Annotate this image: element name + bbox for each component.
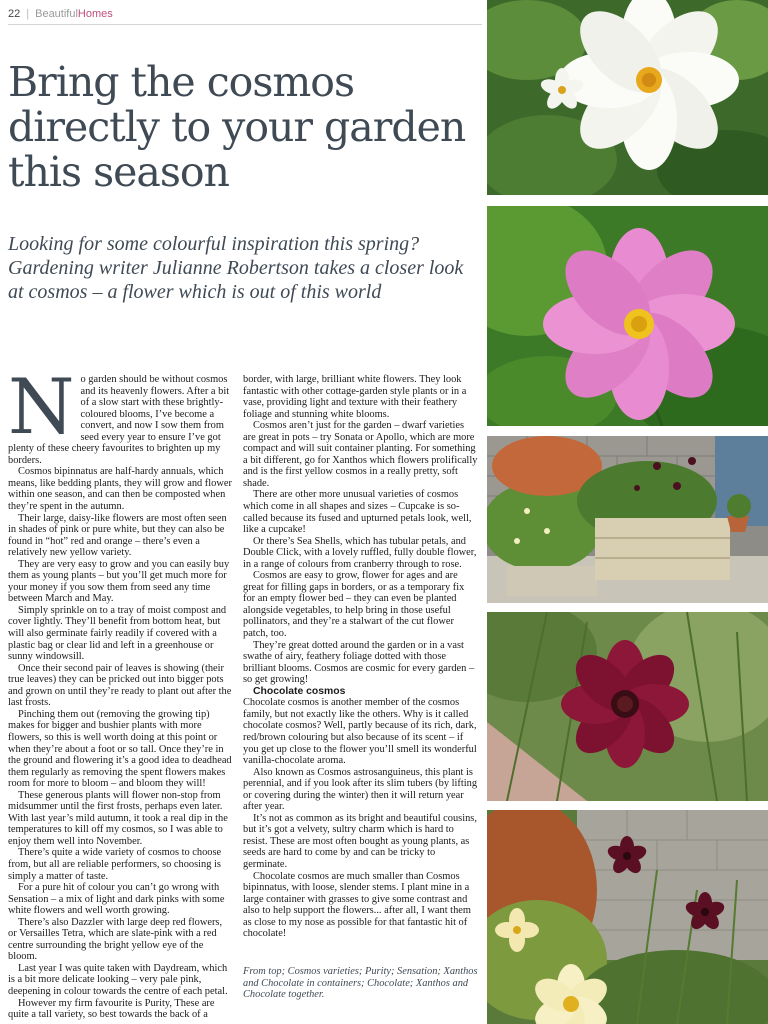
article-column-1 bbox=[8, 362, 233, 1021]
article-column-2 bbox=[243, 374, 479, 940]
paragraph: There’s quite a wide variety of cosmos to choose from, but all are reliable performers, so choosing is simply a matter of taste. bbox=[8, 847, 222, 882]
subheading-chocolate-cosmos: Chocolate cosmos bbox=[253, 685, 346, 697]
paragraph: There are other more unusual varieties of cosmos which come in all shapes and sizes – Cupcake is so-called because its fused and upturned petals look, well, like a cupcake! bbox=[243, 489, 472, 536]
photo-container-planting bbox=[487, 436, 768, 603]
paragraph: Once their second pair of leaves is showing (their true leaves) they can be pricked out into bigger pots and grown on until they’re ready to plant out after the last frosts. bbox=[8, 662, 232, 709]
paragraph: Cosmos aren’t just for the garden – dwarf varieties are great in pots – try Sonata or Apollo, which are more compact and will suit container planting. For something a bit different, go for Xanthos which flowers prolifically and is the first yellow cosmos in a really pretty, soft shade. bbox=[243, 420, 478, 489]
white-flower-icon bbox=[487, 0, 768, 195]
photo-chocolate-cosmos bbox=[487, 612, 768, 801]
paragraph: Chocolate cosmos is another member of the cosmos family, but not exactly like the others. Why is it called chocolate cosmos? Well, partly because of its rich, dark, red/brown colouring but also because of its scent – if you get up close to the flower you’ll smell its wonderful vanilla-chocolate aroma. bbox=[243, 697, 477, 767]
standfirst: Looking for some colourful inspiration this spring? Gardening writer Julianne Robertson takes a closer look at cosmos – a flower which is out of this world bbox=[8, 233, 464, 303]
page-folio bbox=[8, 8, 113, 20]
photo-xanthos-and-chocolate bbox=[487, 810, 768, 1024]
paragraph: These generous plants will flower non-stop from midsummer until the first frosts, perhaps even later. With last year’s mild autumn, it took a real dip in the temperatures to kill off my cosmos, so I was able to enjoy them well into November. bbox=[8, 789, 228, 847]
mixed-flowers-icon bbox=[487, 810, 768, 1024]
paragraph: They’re great dotted around the garden or in a vast swathe of airy, feathery foliage dotted with those brilliant blooms. Cosmos are cosmic for every garden – so get growing! bbox=[243, 639, 475, 686]
photo-caption: From top; Cosmos varieties; Purity; Sensation; Xanthos and Chocolate in containers; Chocolate; Xanthos and Chocolate together. bbox=[243, 966, 478, 1000]
paragraph: Or there’s Sea Shells, which has tubular petals, and Double Click, with a lovely ruffled, fully double flower, in a range of colours from cranberry through to rose. bbox=[243, 535, 477, 570]
brand-name-part1: Beautiful bbox=[35, 8, 78, 20]
paragraph bbox=[8, 362, 233, 466]
drop-cap: N bbox=[8, 362, 75, 451]
paragraph: Pinching them out (removing the growing tip) makes for bigger and bushier plants with more flowers, so this is well worth doing at this point or when they’re about a foot or so tall. Once they’re in the ground and flowering it’s a good idea to deadhead them regularly as removing the spent flowers makes room for more to bloom – and bloom they will! bbox=[8, 708, 232, 790]
paragraph: Cosmos are easy to grow, flower for ages and are great for filling gaps in borders, or as a temporary fix for an empty flower bed – they can even be planted alongside vegetables, to help bring in those useful pollinators, and they’re a stalwart of the cut flower patch, too. bbox=[243, 570, 465, 640]
dark-red-flower-icon bbox=[487, 612, 768, 801]
paragraph: For a pure hit of colour you can’t go wrong with Sensation – a mix of light and dark pinks with some white flowers and well worth growing. bbox=[8, 882, 225, 917]
headline: Bring the cosmos directly to your garden this season bbox=[8, 58, 466, 196]
photo-white-cosmos bbox=[487, 0, 768, 195]
planter-box-icon bbox=[487, 436, 768, 603]
pink-flower-icon bbox=[487, 206, 768, 426]
paragraph: However my firm favourite is Purity, These are quite a tall variety, so best towards the back of a bbox=[8, 997, 215, 1021]
paragraph: Also known as Cosmos astrosanguineus, this plant is perennial, and if you look after its slim tubers (by lifting or covering during the winter) then it will return year after year. bbox=[243, 766, 478, 813]
paragraph-text: o garden should be without cosmos and its heavenly flowers. After a bit of a slow start with these brightly-coloured blooms, I’ve become a convert, and now I sow them from seed every year to ensure I’ve got plenty of these cheery favourites to brighten up my borders. bbox=[8, 374, 230, 466]
paragraph: There’s also Dazzler with large deep red flowers, or Versailles Tetra, which are slate-pink with a red centre surrounding the bright yellow eye of the bloom. bbox=[8, 916, 223, 963]
paragraph: Last year I was quite taken with Daydream, which is a bit more delicate looking – very pale pink, deepening in colour towards the centre of each petal. bbox=[8, 962, 228, 997]
paragraph: Their large, daisy-like flowers are most often seen in shades of pink or pure white, but they can also be found in “hot” red and orange – there’s even a relatively new yellow variety. bbox=[8, 512, 227, 559]
photo-pink-cosmos bbox=[487, 206, 768, 426]
brand-name-part2: Homes bbox=[77, 8, 113, 20]
paragraph: Chocolate cosmos are much smaller than Cosmos bipinnatus, with loose, slender stems. I plant mine in a large container with grasses to give some contrast and also to help support the flowers... after all, I want them as close to my nose as possible for that fantastic hit of chocolate! bbox=[243, 870, 471, 940]
paragraph: Cosmos bipinnatus are half-hardy annuals, which means, like bedding plants, they will grow and flower within one season, and can then be composted when they’re spent in the autumn. bbox=[8, 466, 232, 513]
page-number: 22 bbox=[8, 8, 21, 20]
paragraph: border, with large, brilliant white flowers. They look fantastic with other cottage-garden style plants or in a vase, providing light and texture with their feathery foliage and stunning white blooms. bbox=[243, 374, 467, 420]
folio-divider: | bbox=[26, 8, 30, 20]
header-rule bbox=[8, 24, 482, 25]
paragraph: Simply sprinkle on to a tray of moist compost and cover lightly. They’ll benefit from bottom heat, but will also germinate fairly readily if covered with a plastic bag or clear lid and left in a greenhouse or sunny windowsill. bbox=[8, 604, 227, 663]
paragraph: It’s not as common as its bright and beautiful cousins, but it’s got a velvety, sultry charm which is hard to resist. These are most often bought as young plants, as seeds are hard to come by and can be tricky to germinate. bbox=[243, 812, 477, 870]
paragraph: They are very easy to grow and you can easily buy them as young plants – but you’ll get much more for your money if you sow them from seed any time between March and May. bbox=[8, 558, 230, 605]
